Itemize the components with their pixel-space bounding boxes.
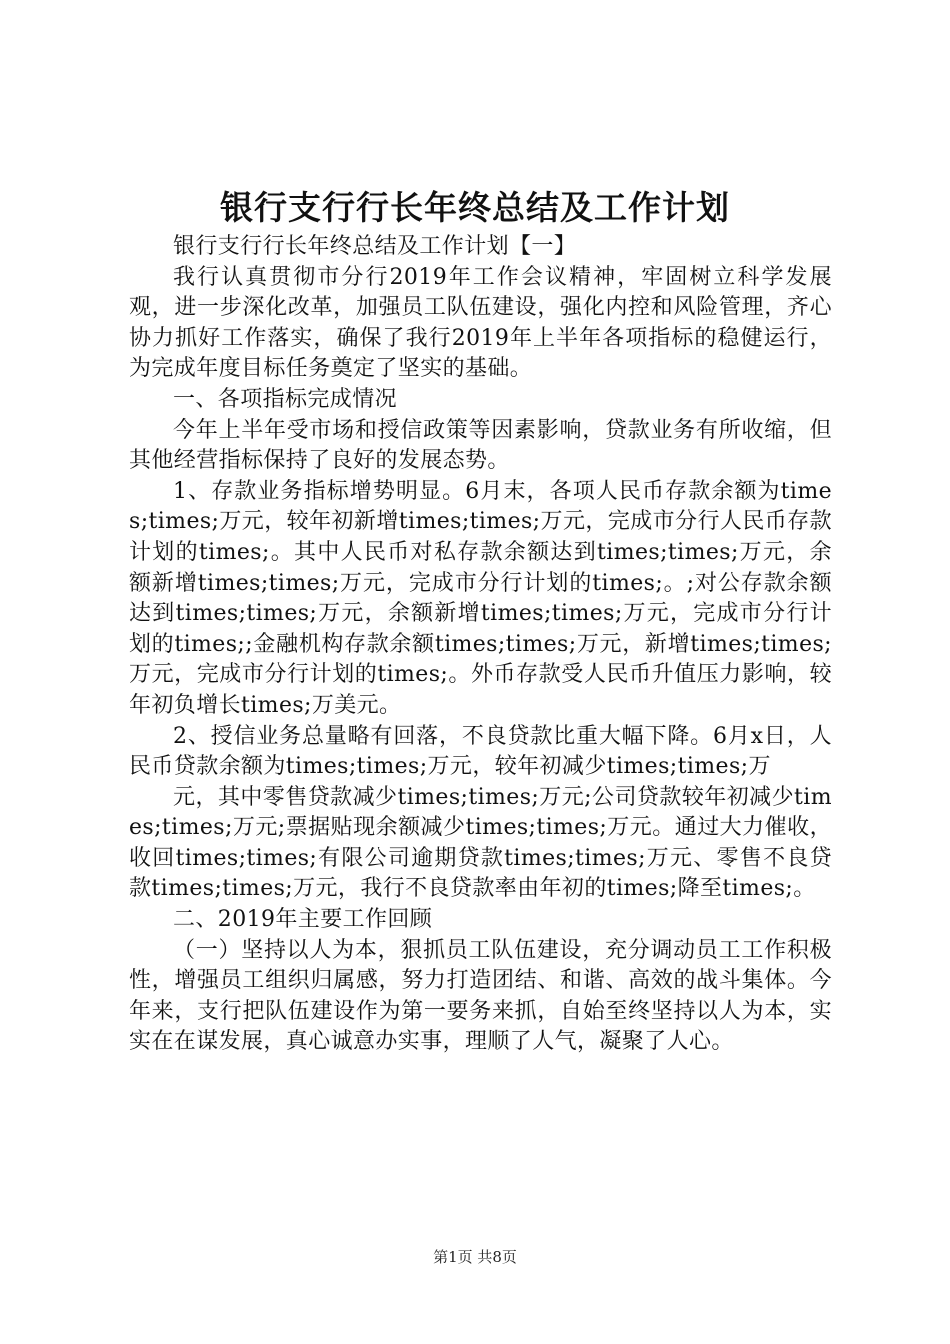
document-body [129,232,832,1058]
heading-indicator-completion: 一、各项指标完成情况 [173,386,398,412]
paragraph-intro: 我行认真贯彻市分行2019年工作会议精神，牢固树立科学发展观，进一步深化改革，加强员工队伍建设，强化内控和风险管理，齐心协力抓好工作落实，确保了我行2019年上半年各项指标的稳健运行，为完成年度目标任务奠定了坚实的基础。 [129,264,832,382]
paragraph-overview: 今年上半年受市场和授信政策等因素影响，贷款业务有所收缩，但其他经营指标保持了良好的发展态势。 [129,417,832,474]
page-number-footer: 第1页 共8页 [433,1248,517,1266]
paragraph-credit-details: 元，其中零售贷款减少times;times;万元;公司贷款较年初减少times;times;万元;票据贴现余额减少times;times;万元。通过大力催收，收回times;times;有限公司逾期贷款times;times;万元、零售不良贷款times;times;万元，我行不良贷款率由年初的times;降至times;。 [129,784,832,902]
paragraph-credit-business: 2、授信业务总量略有回落，不良贷款比重大幅下降。6月x日，人民币贷款余额为times;times;万元，较年初减少times;times;万 [129,723,832,780]
paragraph-team-building: （一）坚持以人为本，狠抓员工队伍建设，充分调动员工工作积极性，增强员工组织归属感，努力打造团结、和谐、高效的战斗集体。今年来，支行把队伍建设作为第一要务来抓，自始至终坚持以人为本，实实在在谋发展，真心诚意办实事，理顺了人气，凝聚了人心。 [129,937,832,1055]
document-title: 银行支行行长年终总结及工作计划 [220,188,730,227]
heading-work-review: 二、2019年主要工作回顾 [173,907,433,933]
paragraph-deposit-business: 1、存款业务指标增势明显。6月末，各项人民币存款余额为times;times;万元，较年初新增times;times;万元，完成市分行人民币存款计划的times;。其中人民币对私存款余额达到times;times;万元，余额新增times;times;万元，完成市分行计划的times;。;对公存款余额达到times;times;万元，余额新增times;times;万元，完成市分行计划的times;;金融机构存款余额times;times;万元，新增times;times;万元，完成市分行计划的times;。外币存款受人民币升值压力影响，较年初负增长times;万美元。 [129,478,832,718]
section-heading-part-one: 银行支行行长年终总结及工作计划【一】 [173,234,577,259]
